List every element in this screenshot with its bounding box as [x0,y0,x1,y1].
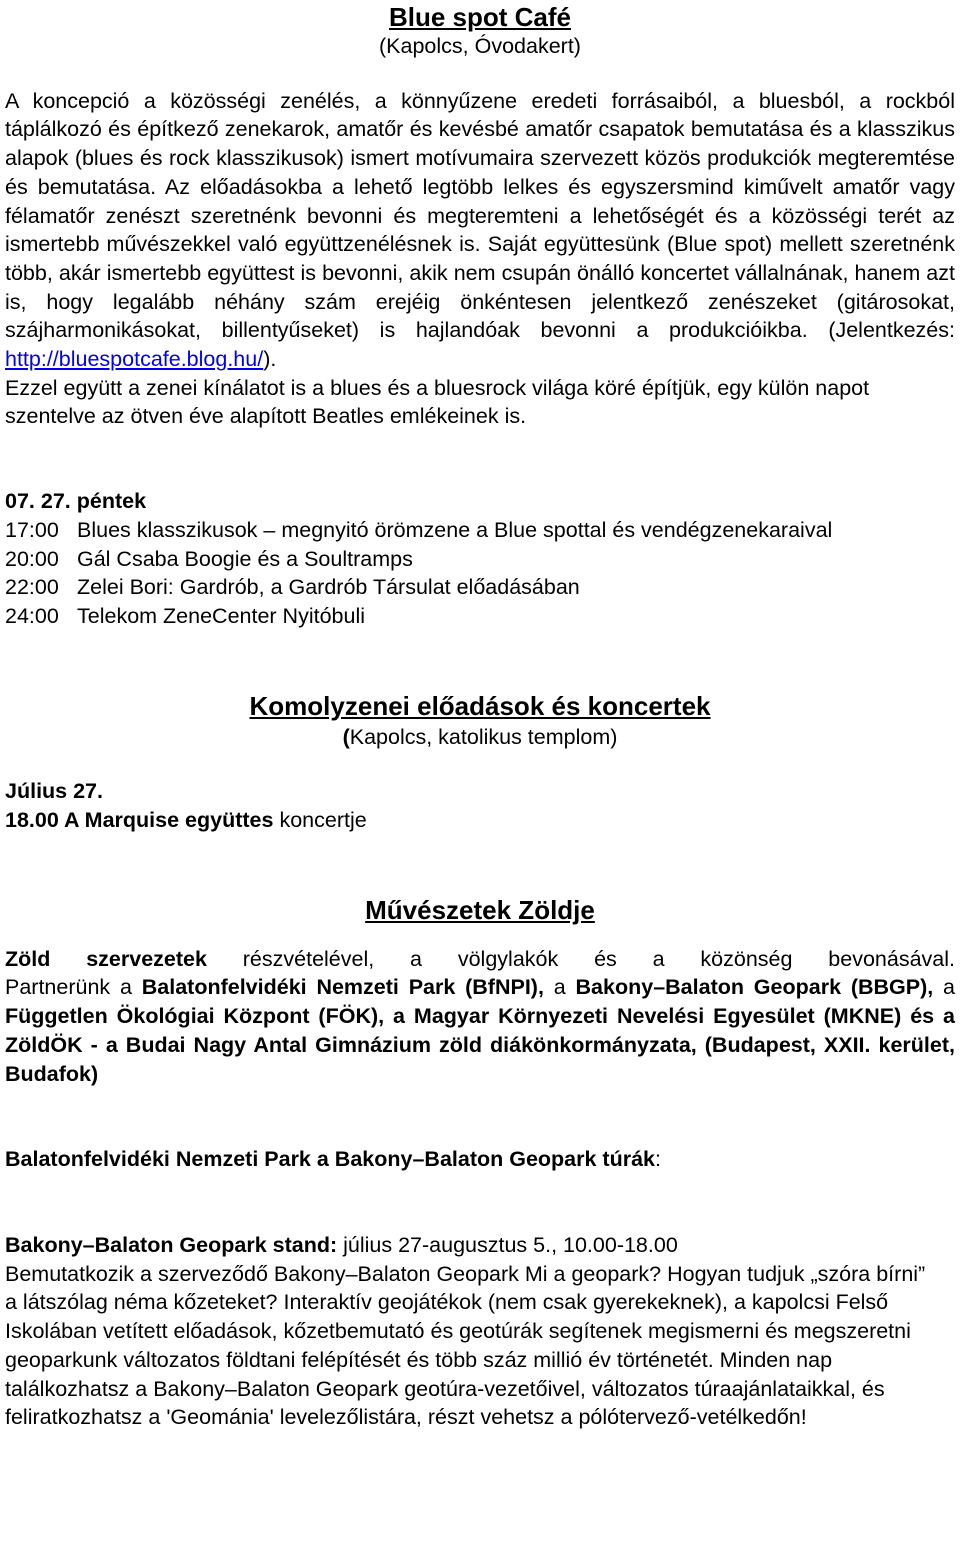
green-partners [5,973,955,1088]
green-p1-rest: részvételével, a völgylakók és a közönség bevonásával. [206,946,955,971]
partner-bbgp: Bakony–Balaton Geopark (BBGP), [575,975,934,1000]
document-page [5,0,955,1432]
classical-location-text: Kapolcs, katolikus templom) [349,724,618,749]
cafe-intro-2: Ezzel együtt a zenei kínálatot is a blues és a bluesrock világa köré építjük, egy külön napot szentelve az ötven éve alapított Beatles emlékeinek is. [5,375,870,429]
schedule-time: 24:00 [5,603,59,628]
schedule-text: Gál Csaba Boogie és a Soultramps [77,546,413,571]
green-p1-bold: Zöld szervezetek [5,946,207,971]
classical-event [5,806,955,835]
classical-date-text: Július 27. [5,779,103,804]
cafe-intro-text: A koncepció a közösségi zenélés, a könnyűzene eredeti forrásaiból, a bluesból, a rockból táplálkozó és építkező zenekarok, amatőr és kevésbé amatőr csapatok bemutatása és a klasszikus alapok (blues és rock klasszikusok) ismert motívumaira szervezett közös produkciók megteremtése és bemutatása. Az előadásokba a lehető legtöbb lelkes és egyszersmind kiművelt amatőr vagy félamatőr zenészt szeretnénk bevonni és megteremteni a lehetőségét és a közösségi terét az ismertebb művészekkel való együttzenélésnek is. Saját együttesünk (Blue spot) mellett szeretnénk több, akár ismertebb együttest is bevonni, akik nem csupán önálló koncertet vállalnának, hanem azt is, hogy legalább néhány szám erejéig önkéntesen jelentkező zenészeket (gitárosokat, szájharmonikásokat, billentyűseket) is hajlandóak bevonni a produkcióikba. (Jelentkezés: [5,88,955,343]
cafe-intro [5,87,955,374]
cafe-date [5,487,955,516]
classical-location-paren: ( [342,724,350,749]
schedule-time: 17:00 [5,517,59,542]
stand-heading-rest: július 27-augusztus 5., 10.00-18.00 [337,1232,678,1257]
classical-event-bold: 18.00 A Marquise együttes [5,808,274,833]
schedule-row [5,516,955,545]
green-p1 [5,945,955,974]
classical-date [5,777,955,806]
partners-text: a [933,975,956,1000]
schedule-text: Telekom ZeneCenter Nyitóbuli [77,603,365,628]
partners-text: a [543,975,576,1000]
stand-heading-bold: Bakony–Balaton Geopark stand: [5,1232,338,1257]
classical-location [5,723,955,752]
schedule-row [5,573,955,602]
cafe-schedule [5,516,955,631]
tours-heading-rest: : [655,1147,661,1172]
schedule-row [5,545,955,574]
classical-title: Komolyzenei előadások és koncertek [249,690,711,721]
green-title: Művészetek Zöldje [365,894,595,925]
partner-bfnpi: Balatonfelvidéki Nemzeti Park (BfNPI), [141,975,544,1000]
schedule-text: Zelei Bori: Gardrób, a Gardrób Társulat előadásában [77,575,580,600]
tours-heading-bold: Balatonfelvidéki Nemzeti Park a Bakony–Balaton Geopark túrák [5,1147,656,1172]
stand-heading [5,1231,955,1260]
tours-heading [5,1145,955,1174]
classical-event-rest: koncertje [273,808,367,833]
blog-link[interactable]: http://bluespotcafe.blog.hu/ [5,347,264,372]
schedule-row [5,602,955,631]
schedule-time: 20:00 [5,546,59,571]
schedule-text: Blues klasszikusok – megnyitó örömzene a Blue spottal és vendégzenekaraival [77,517,833,542]
partner-others: Független Ökológiai Központ (FÖK), a Magyar Környezeti Nevelési Egyesület (MKNE) és a ZöldÖK - a Budai Nagy Antal Gimnázium zöld diákönkormányzata, (Budapest, XXII. kerület, Budafok) [5,1004,955,1086]
cafe-intro-end: ). [263,347,277,372]
cafe-location: (Kapolcs, Óvodakert) [379,34,581,58]
stand-description: Bemutatkozik a szerveződő Bakony–Balaton Geopark Mi a geopark? Hogyan tudjuk „szóra bírni” a látszólag néma kőzeteket? Interaktív geojátékok (nem csak gyerekeknek), a kapolcsi Felső Iskolában vetített előadások, kőzetbemutató és geotúrák segítenek megismerni és megszeretni geoparkunk változatos földtani felépítését és több száz millió év történetét. Minden nap találkozhatsz a Bakony–Balaton Geopark geotúra-vezetőivel, változatos túraajánlataikkal, és feliratkozhatsz a 'Geománia' levelezőlistára, részt vehetsz a pólótervező-vetélkedőn! [5,1261,926,1430]
cafe-date-text: 07. 27. péntek [5,489,147,514]
partners-text: Partnerünk a [5,975,142,1000]
schedule-time: 22:00 [5,575,59,600]
cafe-title: Blue spot Café [388,2,572,32]
